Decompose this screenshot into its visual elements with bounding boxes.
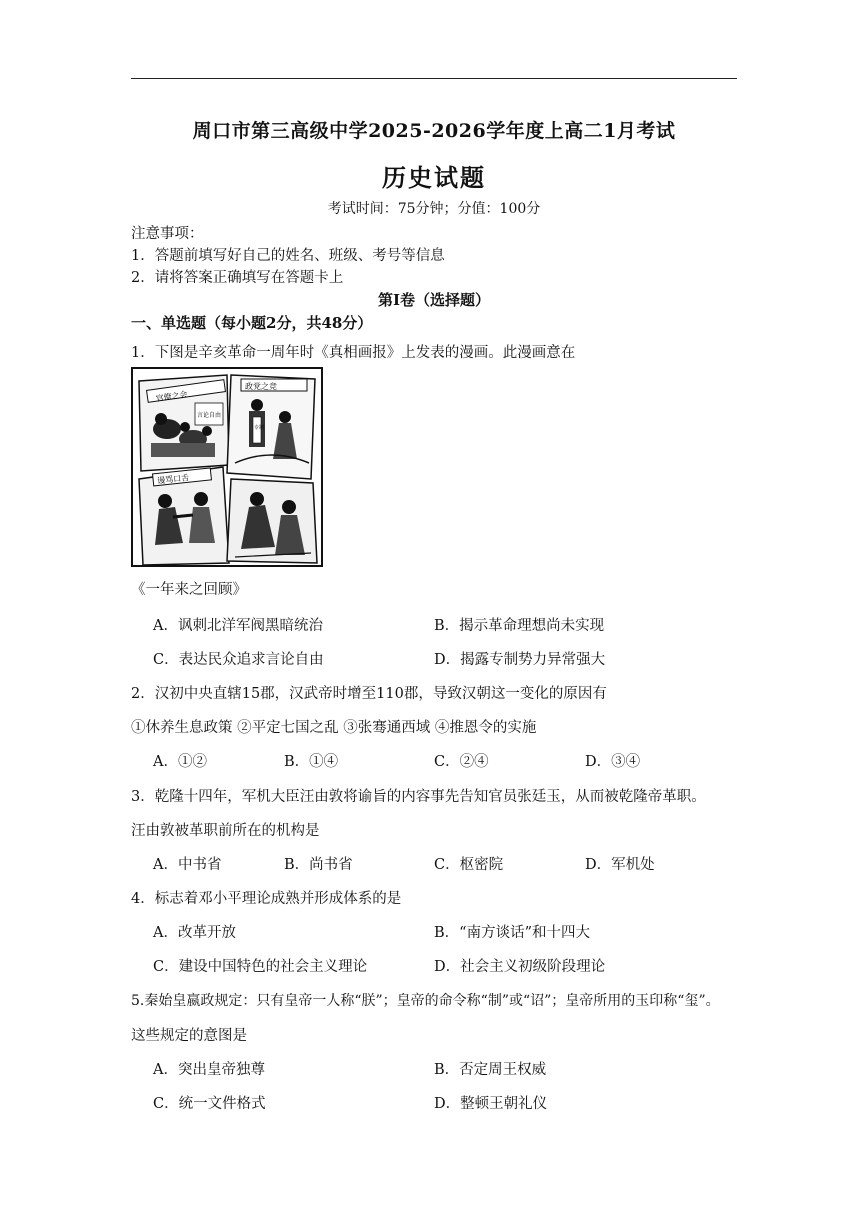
option-b: B．尚书省: [284, 857, 353, 873]
cartoon-panel: [139, 375, 229, 471]
option-d: D．军机处: [585, 857, 655, 873]
school-title: 周口市第三高级中学2025-2026学年度上高二1月考试: [192, 120, 676, 142]
option-c: C．表达民众追求言论自由: [153, 652, 324, 668]
option-c: C．统一文件格式: [153, 1096, 266, 1112]
question-2-choices: ①休养生息政策 ②平定七国之乱 ③张骞通西域 ④推恩令的实施: [131, 720, 537, 736]
exam-meta: 考试时间：75分钟；分值：100分: [327, 201, 541, 217]
option-c: C．建设中国特色的社会主义理论: [153, 959, 368, 975]
option-d: D．整顿王朝礼仪: [434, 1096, 548, 1112]
option-b: B．“南方谈话”和十四大: [434, 925, 590, 941]
question-4-stem: 4．标志着邓小平理论成熟并形成体系的是: [131, 891, 402, 907]
option-d: D．③④: [585, 754, 641, 770]
option-a: A．讽刺北洋军阀黑暗统治: [153, 618, 323, 634]
notice-item: 1．答题前填写好自己的姓名、班级、考号等信息: [131, 248, 445, 264]
option-a: A．改革开放: [153, 925, 236, 941]
cartoon-label: 官僚之会: [155, 389, 189, 404]
option-d: D．揭露专制势力异常强大: [434, 652, 606, 668]
header-rule: [131, 78, 737, 79]
option-b: B．否定周王权威: [434, 1062, 547, 1078]
question-3-stem-cont: 汪由敦被革职前所在的机构是: [131, 823, 320, 839]
cartoon-panel: [227, 375, 315, 479]
part-title: 第Ⅰ卷（选择题）: [377, 291, 491, 309]
option-c: C．②④: [434, 754, 489, 770]
cartoon-label: 言论自由: [197, 412, 222, 419]
question-2-stem: 2．汉初中央直辖15郡，汉武帝时增至110郡，导致汉朝这一变化的原因有: [131, 686, 607, 702]
question-5-stem: 5.秦始皇嬴政规定：只有皇帝一人称“朕”；皇帝的命令称“制”或“诏”；皇帝所用的玉印称“玺”。: [131, 993, 720, 1009]
question-3-stem: 3．乾隆十四年，军机大臣汪由敦将谕旨的内容事先告知官员张廷玉，从而被乾隆帝革职。: [131, 789, 706, 805]
option-a: A．①②: [153, 754, 207, 770]
cartoon-label: 专制: [254, 425, 265, 431]
question-5-stem-cont: 这些规定的意图是: [131, 1028, 247, 1044]
cartoon-panel: [139, 467, 229, 565]
question-1-stem: 1．下图是辛亥革命一周年时《真相画报》上发表的漫画。此漫画意在: [131, 345, 576, 361]
cartoon-image: [131, 367, 323, 567]
cartoon-label: 谩骂口舌: [156, 473, 190, 486]
notice-item: 2．请将答案正确填写在答题卡上: [131, 270, 344, 286]
option-b: B．①④: [284, 754, 339, 770]
image-caption: 《一年来之回顾》: [131, 582, 247, 598]
section-title: 一、单选题（每小题2分，共48分）: [131, 314, 373, 332]
subject-title: 历史试题: [382, 163, 486, 192]
option-a: A．中书省: [153, 857, 222, 873]
option-d: D．社会主义初级阶段理论: [434, 959, 606, 975]
option-b: B．揭示革命理想尚未实现: [434, 618, 605, 634]
cartoon-panel: [227, 479, 317, 563]
option-a: A．突出皇帝独尊: [153, 1062, 265, 1078]
cartoon-label: 政党之竞: [245, 382, 277, 391]
notice-title: 注意事项：: [131, 226, 204, 242]
option-c: C．枢密院: [434, 857, 504, 873]
